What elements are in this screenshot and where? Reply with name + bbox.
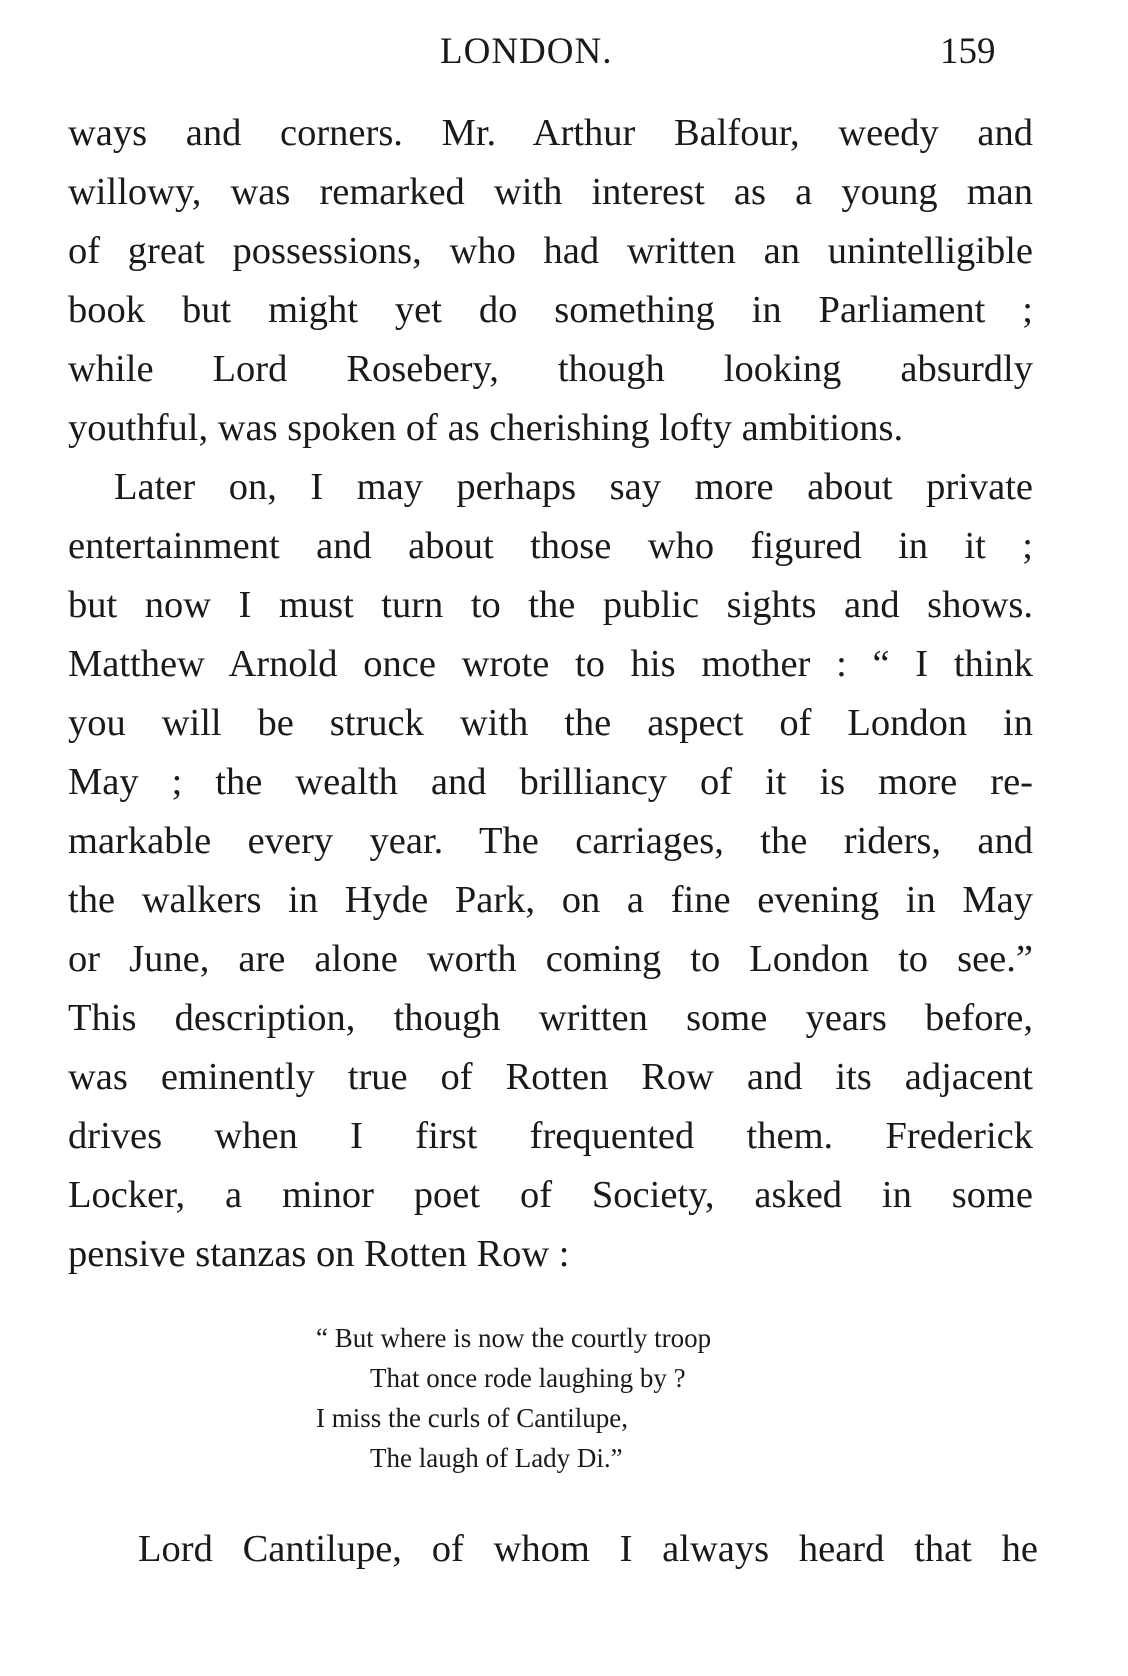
text-line: May ; the wealth and brilliancy of it is more re-	[68, 761, 1033, 803]
text-line: pensive stanzas on Rotten Row :	[68, 1233, 570, 1275]
text-line: the walkers in Hyde Park, on a fine evening in May	[68, 879, 1033, 921]
text-line: book but might yet do something in Parliament ;	[68, 289, 1033, 331]
text-line: of great possessions, who had written an unintelligible	[68, 230, 1033, 272]
text-line: entertainment and about those who figured in it ;	[68, 525, 1033, 567]
body-text	[68, 104, 1033, 1284]
text-line: Locker, a minor poet of Society, asked in some	[68, 1174, 1033, 1216]
text-line: willowy, was remarked with interest as a young man	[68, 171, 1033, 213]
text-line: ways and corners. Mr. Arthur Balfour, weedy and	[68, 112, 1033, 154]
verse-line: The laugh of Lady Di.”	[370, 1443, 623, 1473]
text-line: youthful, was spoken of as cherishing lofty ambitions.	[68, 407, 904, 449]
verse-line: I miss the curls of Cantilupe,	[316, 1403, 628, 1433]
text-line: you will be struck with the aspect of London in	[68, 702, 1033, 744]
text-line: This description, though written some years before,	[68, 997, 1033, 1039]
continuation-line: Lord Cantilupe, of whom I always heard that he	[138, 1528, 1038, 1570]
text-line: was eminently true of Rotten Row and its adjacent	[68, 1056, 1033, 1098]
text-line: Matthew Arnold once wrote to his mother : “ I think	[68, 643, 1033, 685]
paragraph-1	[68, 104, 1033, 458]
verse-quotation	[308, 1318, 868, 1478]
text-line: drives when I first frequented them. Frederick	[68, 1115, 1033, 1157]
running-head	[0, 30, 1128, 80]
text-line: or June, are alone worth coming to London to see.”	[68, 938, 1033, 980]
text-line: Later on, I may perhaps say more about private	[114, 466, 1033, 508]
text-line: while Lord Rosebery, though looking absurdly	[68, 348, 1033, 390]
running-title: LONDON.	[440, 31, 613, 72]
verse-line: That once rode laughing by ?	[370, 1363, 686, 1393]
text-line: but now I must turn to the public sights and shows.	[68, 584, 1033, 626]
page-number: 159	[940, 31, 996, 72]
text-line: markable every year. The carriages, the riders, and	[68, 820, 1033, 862]
paragraph-2	[68, 458, 1033, 1284]
verse-line: “ But where is now the courtly troop	[316, 1323, 712, 1353]
